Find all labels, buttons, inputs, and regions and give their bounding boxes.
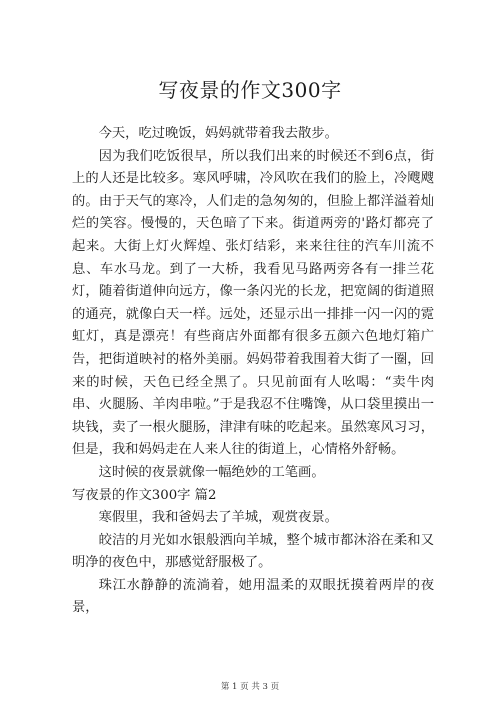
paragraph: 因为我们吃饭很早，所以我们出来的时候还不到6点，街上的人还是比较多。寒风呼啸，冷风吹在我们的脸上，冷飕飕的。由于天气的寒冷，人们走的急匆匆的，但脸上都洋溢着灿烂的笑容。慢慢的，天色暗了下来。街道两旁的'路灯都亮了起来。大街上灯火辉煌、张灯结彩，来来往往的汽车川流不息、车水马龙。到了一大桥，我看见马路两旁各有一排兰花灯，随着街道伸向远方，像一条闪光的长龙，把宽阔的街道照的通亮，就像白天一样。远处，还显示出一排排一闪一闪的霓虹灯，真是漂亮！有些商店外面都有很多五颜六色地灯箱广告，把街道映衬的格外美丽。妈妈带着我围着大街了一圈，回来的时候，天色已经全黑了。只见前面有人吆喝：“卖牛肉串、火腿肠、羊肉串啦。”于是我忍不住嘴馋，从口袋里摸出一块钱，卖了一根火腿肠，津津有味的吃起来。虽然寒风习习，但是，我和妈妈走在人来人往的街道上，心情格外舒畅。 bbox=[72, 148, 434, 458]
paragraph: 寒假里，我和爸妈去了羊城，观赏夜景。 bbox=[98, 510, 338, 526]
paragraph: 皎洁的月光如水银般洒向羊城，整个城市都沐浴在柔和又明净的夜色中，那感觉舒服极了。 bbox=[72, 532, 434, 571]
page-footer: 第 1 页 共 3 页 bbox=[220, 682, 280, 692]
document-title: 写夜景的作文300字 bbox=[158, 78, 342, 102]
paragraph: 今天，吃过晚饭，妈妈就带着我去散步。 bbox=[98, 126, 338, 141]
section-heading: 写夜景的作文300字 篇2 bbox=[72, 487, 217, 503]
paragraph: 珠江水静静的流淌着，她用温柔的双眼抚摸着两岸的夜景， bbox=[72, 577, 434, 616]
paragraph: 这时候的夜景就像一幅绝妙的工笔画。 bbox=[98, 464, 325, 480]
document-body bbox=[72, 123, 434, 620]
